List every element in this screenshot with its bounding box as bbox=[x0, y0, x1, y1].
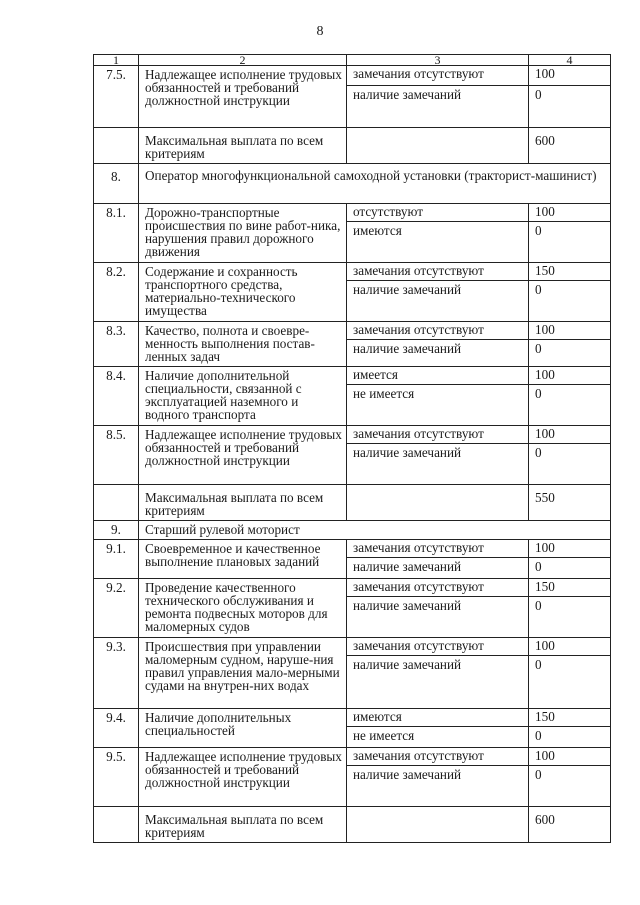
header-col-2: 2 bbox=[139, 55, 347, 66]
criterion-text: Надлежащее исполнение трудовых обязанностей и требований должностной инструкции bbox=[139, 66, 347, 128]
max-payment-value: 600 bbox=[529, 807, 611, 843]
score-value: 0 bbox=[535, 559, 542, 574]
criterion-text: Надлежащее исполнение трудовых обязанностей и требований должностной инструкции bbox=[139, 426, 347, 485]
table-header-row bbox=[94, 55, 611, 66]
table-row-max bbox=[94, 128, 611, 164]
option-text: наличие замечаний bbox=[353, 559, 462, 574]
score-value: 0 bbox=[535, 87, 542, 102]
score-value: 0 bbox=[535, 341, 542, 356]
header-col-3: 3 bbox=[347, 55, 529, 66]
row-number: 9.3. bbox=[94, 638, 139, 709]
section-number: 8. bbox=[94, 164, 139, 204]
option-text: наличие замечаний bbox=[353, 282, 462, 297]
page-number: 8 bbox=[316, 24, 324, 39]
score-value: 150 bbox=[529, 263, 610, 281]
score-value: 100 bbox=[529, 540, 610, 558]
table-row bbox=[94, 426, 611, 485]
section-title: Старший рулевой моторист bbox=[139, 521, 611, 540]
option-text: замечания отсутствуют bbox=[347, 263, 528, 281]
table-row bbox=[94, 709, 611, 748]
option-text: отсутствуют bbox=[347, 204, 528, 222]
option-text: имеется bbox=[347, 367, 528, 385]
row-number: 8.2. bbox=[94, 263, 139, 322]
option-text: замечания отсутствуют bbox=[347, 540, 528, 558]
row-number: 7.5. bbox=[94, 66, 139, 128]
table-row bbox=[94, 748, 611, 807]
option-text: имеются bbox=[347, 709, 528, 727]
score-value: 100 bbox=[529, 66, 610, 86]
row-number: 9.2. bbox=[94, 579, 139, 638]
header-col-1: 1 bbox=[94, 55, 139, 66]
criterion-text: Проведение качественного технического обслуживания и ремонта подвесных моторов для маломерных судов bbox=[139, 579, 347, 638]
option-text: замечания отсутствуют bbox=[347, 748, 528, 766]
score-value: 100 bbox=[529, 322, 610, 340]
option-text: наличие замечаний bbox=[353, 87, 462, 102]
criterion-text: Качество, полнота и своевре-менность выполнения постав-ленных задач bbox=[139, 322, 347, 367]
table-row bbox=[94, 263, 611, 322]
criterion-text: Происшествия при управлении маломерным судном, наруше-ния правил управления мало-мерными судами на внутрен-них водах bbox=[139, 638, 347, 709]
score-value: 100 bbox=[529, 638, 610, 656]
criteria-table bbox=[93, 54, 611, 843]
criterion-text: Дорожно-транспортные происшествия по вине работ-ника, нарушения правил дорожного движения bbox=[139, 204, 347, 263]
score-value: 100 bbox=[529, 426, 610, 444]
table-row bbox=[94, 367, 611, 426]
score-value: 150 bbox=[529, 709, 610, 727]
option-text: замечания отсутствуют bbox=[347, 426, 528, 444]
table-row bbox=[94, 204, 611, 263]
criterion-text: Содержание и сохранность транспортного средства, материально-технического имущества bbox=[139, 263, 347, 322]
score-value: 0 bbox=[535, 386, 542, 401]
option-text: наличие замечаний bbox=[353, 445, 462, 460]
row-number: 9.1. bbox=[94, 540, 139, 579]
score-value: 0 bbox=[535, 728, 542, 743]
row-number: 8.5. bbox=[94, 426, 139, 485]
table-row-max bbox=[94, 485, 611, 521]
option-text: не имеется bbox=[353, 386, 415, 401]
max-payment-value: 600 bbox=[529, 128, 611, 164]
option-text: наличие замечаний bbox=[353, 767, 462, 782]
score-value: 0 bbox=[535, 598, 542, 613]
score-value: 0 bbox=[535, 223, 542, 238]
option-text: замечания отсутствуют bbox=[347, 579, 528, 597]
option-text: не имеется bbox=[353, 728, 415, 743]
max-payment-label: Максимальная выплата по всем критериям bbox=[139, 128, 347, 164]
criterion-text: Своевременное и качественное выполнение плановых заданий bbox=[139, 540, 347, 579]
row-number: 9.4. bbox=[94, 709, 139, 748]
section-number: 9. bbox=[94, 521, 139, 540]
header-col-4: 4 bbox=[529, 55, 611, 66]
score-value: 0 bbox=[535, 282, 542, 297]
max-payment-label: Максимальная выплата по всем критериям bbox=[139, 485, 347, 521]
criterion-text: Наличие дополнительных специальностей bbox=[139, 709, 347, 748]
score-value: 0 bbox=[535, 767, 542, 782]
max-payment-value: 550 bbox=[529, 485, 611, 521]
row-number: 8.3. bbox=[94, 322, 139, 367]
criterion-text: Надлежащее исполнение трудовых обязанностей и требований должностной инструкции bbox=[139, 748, 347, 807]
row-number: 9.5. bbox=[94, 748, 139, 807]
table-row bbox=[94, 540, 611, 579]
criterion-text: Наличие дополнительной специальности, связанной с эксплуатацией наземного и водного транспорта bbox=[139, 367, 347, 426]
max-payment-label: Максимальная выплата по всем критериям bbox=[139, 807, 347, 843]
table-row-max bbox=[94, 807, 611, 843]
option-text: наличие замечаний bbox=[353, 341, 462, 356]
option-text: замечания отсутствуют bbox=[347, 322, 528, 340]
row-number: 8.4. bbox=[94, 367, 139, 426]
row-number: 8.1. bbox=[94, 204, 139, 263]
section-title: Оператор многофункциональной самоходной установки (тракторист-машинист) bbox=[139, 164, 611, 204]
score-value: 0 bbox=[535, 445, 542, 460]
option-text: наличие замечаний bbox=[353, 598, 462, 613]
option-text: замечания отсутствуют bbox=[347, 66, 528, 86]
score-value: 150 bbox=[529, 579, 610, 597]
table-row bbox=[94, 66, 611, 128]
option-text: наличие замечаний bbox=[353, 657, 462, 672]
table-row bbox=[94, 638, 611, 709]
score-value: 0 bbox=[535, 657, 542, 672]
score-value: 100 bbox=[529, 367, 610, 385]
table-row bbox=[94, 579, 611, 638]
option-text: замечания отсутствуют bbox=[347, 638, 528, 656]
table-row bbox=[94, 322, 611, 367]
section-row bbox=[94, 521, 611, 540]
score-value: 100 bbox=[529, 204, 610, 222]
option-text: имеются bbox=[353, 223, 402, 238]
section-row bbox=[94, 164, 611, 204]
score-value: 100 bbox=[529, 748, 610, 766]
